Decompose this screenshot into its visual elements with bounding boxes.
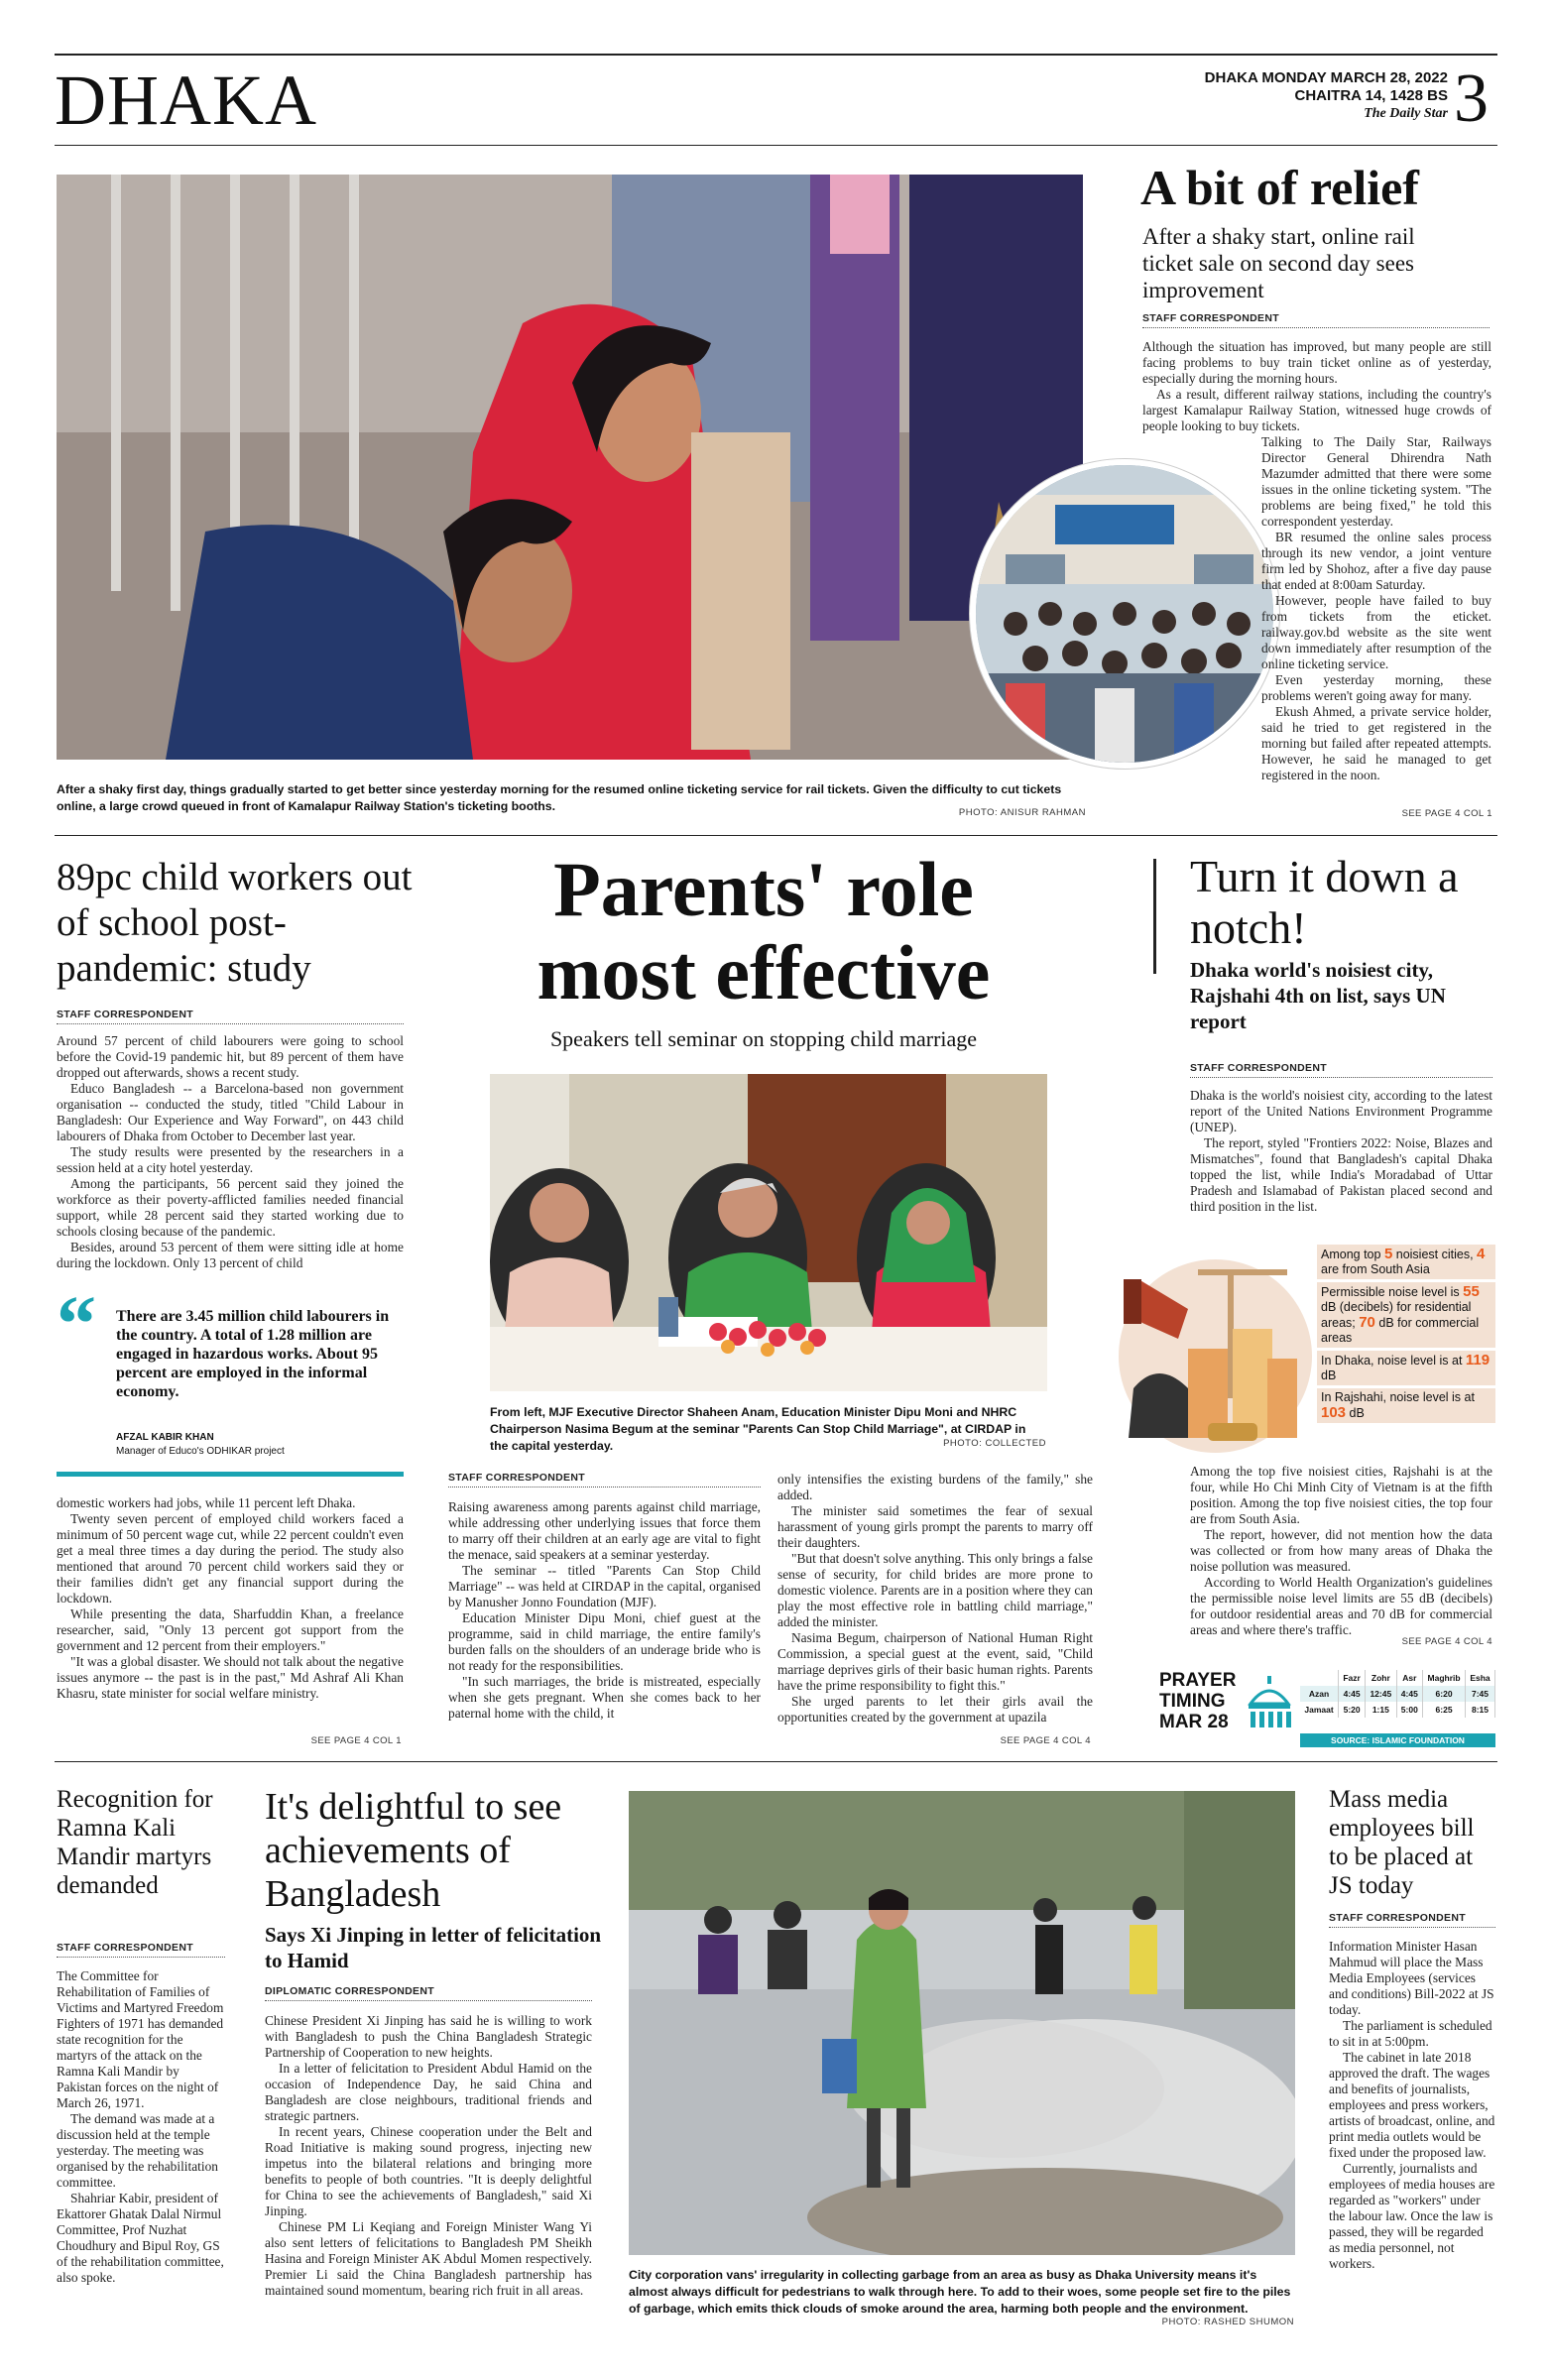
parents-see-page: SEE PAGE 4 COL 4 bbox=[1000, 1735, 1091, 1746]
fact-text: dB bbox=[1346, 1406, 1365, 1420]
prayer-cell: 12:45 bbox=[1366, 1686, 1396, 1702]
parents-subhead: Speakers tell seminar on stopping child marriage bbox=[549, 1026, 978, 1051]
prayer-cell: 1:15 bbox=[1366, 1702, 1396, 1718]
date-block bbox=[1140, 69, 1448, 123]
lead-see-page: SEE PAGE 4 COL 1 bbox=[1401, 808, 1492, 819]
prayer-title-line: TIMING bbox=[1159, 1691, 1226, 1712]
prayer-header-cell: Esha bbox=[1466, 1670, 1495, 1686]
fact-text: Permissible noise level is bbox=[1321, 1285, 1464, 1299]
fact-text: In Rajshahi, noise level is at bbox=[1321, 1390, 1475, 1404]
prayer-title-line: MAR 28 bbox=[1159, 1712, 1229, 1732]
lead-paragraph: As a result, different railway stations, including the country's largest Kamalapur Railway Station, witnessed huge crowds of people looking to buy tickets. bbox=[1142, 387, 1491, 433]
infographic-fact bbox=[1317, 1245, 1495, 1279]
lead-paragraph: Talking to The Daily Star, Railways Director General Dhirendra Nath Mazumder admitted that there were some issues in the online ticketing system. "The problems are being fixed," he told this correspondent yesterday. bbox=[1261, 434, 1491, 529]
media-byline: STAFF CORRESPONDENT bbox=[1329, 1912, 1495, 1928]
child-workers-see-page: SEE PAGE 4 COL 1 bbox=[310, 1735, 402, 1746]
parents-paragraph: "In such marriages, the bride is mistreated, especially when she gets pregnant. When she comes back to her paternal home with the child, it bbox=[448, 1674, 761, 1721]
fact-highlight: 5 bbox=[1383, 1246, 1393, 1262]
prayer-cell: Jamaat bbox=[1300, 1702, 1339, 1718]
child-workers-body-bottom bbox=[57, 1495, 404, 1702]
prayer-title bbox=[1159, 1670, 1236, 1732]
lead-paragraph: Although the situation has improved, but many people are still facing problems to buy train ticket online as of yesterday, especially during the morning hours. bbox=[1142, 339, 1491, 386]
parents-paragraph: She urged parents to let their girls avail the opportunities created by the government at upazila bbox=[777, 1694, 1093, 1725]
fact-text: dB (decibels) for residential areas; bbox=[1321, 1300, 1472, 1330]
lead-body-wrap bbox=[1261, 434, 1491, 783]
parents-headline bbox=[436, 848, 1091, 1014]
prayer-row bbox=[1300, 1686, 1495, 1702]
lead-paragraph: However, people have failed to buy from tickets from the eticket. railway.gov.bd website as the site went down immediately after resumption of the online ticketing service. bbox=[1261, 593, 1491, 671]
masthead-rule bbox=[55, 145, 1497, 146]
noise-paragraph: According to World Health Organization's guidelines the permissible noise level limits are 55 dB (decibels) for outdoor residential areas and 70 dB for commercial areas and where there's traffic. bbox=[1190, 1575, 1492, 1637]
section-rule-1 bbox=[55, 835, 1497, 836]
ramna-body bbox=[57, 1968, 225, 2286]
media-paragraph: The cabinet in late 2018 approved the draft. The wages and benefits of journalists, employees and press workers, artists of broadcast, online, and print media outlets would be fixed under the proposed law. bbox=[1329, 2050, 1495, 2160]
prayer-header-cell: Zohr bbox=[1366, 1670, 1396, 1686]
inset-crowd-photo bbox=[970, 459, 1279, 769]
prayer-header-cell: Fazr bbox=[1339, 1670, 1366, 1686]
xi-headline: It's delightful to see achievements of Bangladesh bbox=[265, 1786, 562, 1915]
garbage-caption: City corporation vans' irregularity in collecting garbage from an area as busy as Dhaka University means it's almost always difficult for pedestrians to walk through here. To add to their woes, some people set fire to the piles of garbage, which emits thick clouds of smoke around the area, harming both people and the environment. bbox=[629, 2268, 1291, 2316]
ramna-headline: Recognition for Ramna Kali Mandir martyrs demanded bbox=[57, 1786, 213, 1899]
parents-headline-line: Parents' role bbox=[553, 846, 974, 932]
parents-col1 bbox=[448, 1499, 761, 1722]
fact-text: dB bbox=[1321, 1368, 1337, 1382]
ramna-paragraph: The Committee for Rehabilitation of Families of Victims and Martyred Freedom Fighters of 1971 has demanded state recognition for the martyrs of the attack on the Ramna Kali Mandir by Pakistan forces on the night of March 26, 1971. bbox=[57, 1968, 224, 2110]
parents-headline-line: most effective bbox=[537, 929, 991, 1015]
media-paragraph: Information Minister Hasan Mahmud will place the Mass Media Employees (services and conditions) Bill-2022 at JS today. bbox=[1329, 1939, 1494, 2017]
fact-highlight: 4 bbox=[1477, 1246, 1486, 1262]
parents-paragraph: Education Minister Dipu Moni, chief guest at the programme, said in child marriage, the entire family's burden falls on the shoulders of an underage bride who is not ready for the responsibilities. bbox=[448, 1610, 761, 1673]
media-headline: Mass media employees bill to be placed at JS today bbox=[1329, 1786, 1475, 1899]
pull-quote bbox=[57, 1281, 404, 1465]
prayer-cell: 6:20 bbox=[1423, 1686, 1466, 1702]
prayer-source: SOURCE: ISLAMIC FOUNDATION bbox=[1300, 1733, 1495, 1747]
xi-paragraph: In a letter of felicitation to President Abdul Hamid on the occasion of Independence Day, he said China and Bangladesh are close neighbours, traditional friends and strategic partners. bbox=[265, 2061, 592, 2123]
parents-paragraph: The minister said sometimes the fear of sexual harassment of young girls prompt the parents to marry off their daughters. bbox=[777, 1503, 1093, 1550]
section-title: DHAKA bbox=[55, 60, 317, 140]
noise-paragraph: The report, however, did not mention how the data was collected or from how many areas of Dhaka the noise pollution was measured. bbox=[1190, 1527, 1492, 1574]
garbage-photo bbox=[629, 1791, 1295, 2255]
child-workers-paragraph: Among the participants, 56 percent said they joined the workforce as their poverty-afflicted families needed financial support, while 28 percent said they started working due to schools closing because of the pandemic. bbox=[57, 1176, 404, 1239]
crowd-illustration bbox=[976, 465, 1273, 763]
noise-see-page: SEE PAGE 4 COL 4 bbox=[1401, 1636, 1492, 1647]
noise-paragraph: Dhaka is the world's noisiest city, according to the latest report of the United Nations Environment Programme (UNEP). bbox=[1190, 1088, 1492, 1134]
child-workers-paragraph: Twenty seven percent of employed child workers faced a minimum of 50 percent wage cut, while 22 percent couldn't even get a meal three times a day during the period. The study also mentioned that around 70 percent child workers said they or their families didn't get any financial support during the lockdown. bbox=[57, 1511, 404, 1606]
lead-body bbox=[1142, 339, 1491, 434]
parents-byline: STAFF CORRESPONDENT bbox=[448, 1472, 761, 1488]
noise-body-bottom bbox=[1190, 1464, 1492, 1638]
noise-paragraph: The report, styled "Frontiers 2022: Noise, Blazes and Mismatches", found that Bangladesh's capital Dhaka topped the list, while India's Moradabad of Uttar Pradesh and Islamabad of Pakistan placed second and third position in the list. bbox=[1190, 1135, 1492, 1214]
fact-highlight: 103 bbox=[1321, 1404, 1347, 1421]
noise-body-top bbox=[1190, 1088, 1492, 1215]
child-workers-headline: 89pc child workers out of school post-pandemic: study bbox=[57, 856, 413, 990]
lead-subhead: After a shaky start, online rail ticket sale on second day sees improvement bbox=[1142, 224, 1415, 302]
prayer-header-cell bbox=[1300, 1670, 1339, 1686]
media-paragraph: The parliament is scheduled to sit in at 5:00pm. bbox=[1329, 2018, 1492, 2049]
lead-byline: STAFF CORRESPONDENT bbox=[1142, 312, 1490, 328]
lead-paragraph: Ekush Ahmed, a private service holder, said he tried to get registered in the morning but failed after repeated attempts. However, he said he managed to get registered in the noon. bbox=[1261, 704, 1491, 782]
lead-paragraph: BR resumed the online sales process through its new vendor, a joint venture firm led by Shohoz, after a five day pause that ended at 8:00am Saturday. bbox=[1261, 530, 1491, 592]
xi-paragraph: Chinese PM Li Keqiang and Foreign Minister Wang Yi also sent letters of felicitations to Bangladesh PM Sheikh Hasina and Foreign Minister AK Abdul Momen respectively. Premier Li said the China Bangladesh partnership has maintained sound momentum, bearing rich fruit in all areas. bbox=[265, 2219, 592, 2298]
fact-highlight: 119 bbox=[1465, 1352, 1490, 1368]
prayer-cell: 4:45 bbox=[1396, 1686, 1423, 1702]
media-paragraph: Currently, journalists and employees of media houses are regarded as "workers" under the labour law. Once the law is passed, they will be regarded as media personnel, not workers. bbox=[1329, 2161, 1495, 2271]
garbage-credit: PHOTO: RASHED SHUMON bbox=[1161, 2317, 1294, 2327]
lead-headline: A bit of relief bbox=[1140, 160, 1419, 215]
lead-photo-caption: After a shaky first day, things gradually started to get better since yesterday morning for the resumed online ticketing service for rail tickets. Given the difficulty to cut tickets online, a large crowd queued in front of Kamalapur Railway Station's ticketing booths. bbox=[57, 782, 1062, 813]
parents-paragraph: only intensifies the existing burdens of the family," she added. bbox=[777, 1472, 1093, 1502]
xi-paragraph: Chinese President Xi Jinping has said he is willing to work with Bangladesh to push the China Bangladesh Strategic Partnership of Cooperation to new heights. bbox=[265, 2013, 592, 2060]
fact-text: Among top bbox=[1321, 1248, 1384, 1261]
prayer-cell: 8:15 bbox=[1466, 1702, 1495, 1718]
seminar-credit: PHOTO: COLLECTED bbox=[943, 1438, 1046, 1449]
infographic-facts bbox=[1317, 1245, 1495, 1423]
xi-body bbox=[265, 2013, 592, 2299]
parents-paragraph: Nasima Begum, chairperson of National Human Right Commission, a special guest at the event, said, "Child marriage deprives girls of their basic human rights. Parents have the prime responsibility to fight this." bbox=[777, 1630, 1093, 1693]
seminar-caption: From left, MJF Executive Director Shaheen Anam, Education Minister Dipu Moni and NHRC Chairperson Nasima Begum at the seminar "Parents Can Stop Child Marriage", at CIRDAP in the capital yesterday. bbox=[490, 1405, 1026, 1453]
seminar-illustration bbox=[490, 1074, 1047, 1391]
noise-paragraph: Among the top five noisiest cities, Rajshahi is at the four, while Ho Chi Minh City of Vietnam is at the fifth position. Among the top five noisiest cities, the top four are from South Asia. bbox=[1190, 1464, 1492, 1526]
xi-byline: DIPLOMATIC CORRESPONDENT bbox=[265, 1985, 592, 2001]
noise-byline: STAFF CORRESPONDENT bbox=[1190, 1062, 1492, 1078]
city-noise-icon bbox=[1119, 1240, 1317, 1458]
infographic-fact bbox=[1317, 1282, 1495, 1348]
parents-paragraph: The seminar -- titled "Parents Can Stop Child Marriage" -- was held at CIRDAP in the capital, organised by Manusher Jonno Foundation (MJF). bbox=[448, 1563, 761, 1609]
ramna-paragraph: The demand was made at a discussion held at the temple yesterday. The meeting was organised by the rehabilitation committee. bbox=[57, 2111, 219, 2190]
fact-text: In Dhaka, noise level is at bbox=[1321, 1354, 1466, 1368]
bangla-date-line: CHAITRA 14, 1428 BS bbox=[1294, 87, 1448, 104]
section-rule-2 bbox=[55, 1761, 1497, 1762]
prayer-cell: 5:20 bbox=[1339, 1702, 1366, 1718]
prayer-title-line: PRAYER bbox=[1159, 1670, 1237, 1691]
ramna-paragraph: Shahriar Kabir, president of Ekattorer Ghatak Dalal Nirmul Committee, Prof Nuzhat Choudhury and Bipul Roy, GS of the rehabilitation committee, also spoke. bbox=[57, 2191, 224, 2285]
child-workers-paragraph: While presenting the data, Sharfuddin Khan, a freelance researcher, said, "Only 13 percent got support from the government and 12 percent from their employers." bbox=[57, 1606, 404, 1653]
teal-divider bbox=[57, 1472, 404, 1477]
xi-paragraph: In recent years, Chinese cooperation under the Belt and Road Initiative is making sound progress, injecting new impetus into the bilateral relations and bringing more benefits to people of both countries. "It is deeply delightful for China to see the achievements of Bangladesh," said Xi Jinping. bbox=[265, 2124, 592, 2218]
quote-mark-icon: “ bbox=[57, 1281, 96, 1368]
child-workers-paragraph: domestic workers had jobs, while 11 percent left Dhaka. bbox=[57, 1495, 356, 1510]
prayer-cell: 6:25 bbox=[1423, 1702, 1466, 1718]
pull-quote-name: AFZAL KABIR KHAN bbox=[116, 1432, 214, 1443]
child-workers-byline: STAFF CORRESPONDENT bbox=[57, 1009, 404, 1024]
noise-subhead: Dhaka world's noisiest city, Rajshahi 4th on list, says UN report bbox=[1190, 958, 1446, 1033]
fact-highlight: 70 bbox=[1359, 1314, 1375, 1331]
prayer-header-cell: Maghrib bbox=[1423, 1670, 1466, 1686]
prayer-cell: 5:00 bbox=[1396, 1702, 1423, 1718]
lead-paragraph: Even yesterday morning, these problems weren't going away for many. bbox=[1261, 672, 1491, 703]
fact-text: are from South Asia bbox=[1321, 1262, 1430, 1276]
media-body bbox=[1329, 1939, 1495, 2272]
prayer-table bbox=[1300, 1670, 1495, 1718]
child-workers-paragraph: The study results were presented by the researchers in a session held at a city hotel yesterday. bbox=[57, 1144, 404, 1175]
page-number: 3 bbox=[1454, 60, 1489, 137]
infographic-fact bbox=[1317, 1388, 1495, 1423]
lead-photo-illustration bbox=[57, 175, 1083, 760]
fact-text: noisiest cities, bbox=[1392, 1248, 1478, 1261]
xi-subhead: Says Xi Jinping in letter of felicitation to Hamid bbox=[265, 1923, 602, 1972]
noise-accent-bar bbox=[1153, 859, 1156, 974]
noise-infographic bbox=[1119, 1240, 1495, 1458]
child-workers-body-top bbox=[57, 1033, 404, 1271]
seminar-photo bbox=[490, 1074, 1047, 1391]
parents-paragraph: Raising awareness among parents against child marriage, while addressing other underlying issues that force them to marry off their children at an early age are vital to fight the menace, said speakers at a seminar yesterday. bbox=[448, 1499, 761, 1562]
mosque-icon bbox=[1243, 1674, 1296, 1729]
prayer-timing-box bbox=[1153, 1668, 1495, 1751]
infographic-fact bbox=[1317, 1351, 1495, 1385]
date-line: DHAKA MONDAY MARCH 28, 2022 bbox=[1204, 69, 1448, 86]
lead-photo-credit: PHOTO: ANISUR RAHMAN bbox=[958, 807, 1086, 818]
child-workers-paragraph: Educo Bangladesh -- a Barcelona-based non government organisation -- conducted the study, titled "Child Labour in Bangladesh: Our Experience and Way Forward", on 443 child labourers of Dhaka from October to December last year. bbox=[57, 1081, 404, 1143]
fact-highlight: 55 bbox=[1463, 1283, 1480, 1300]
fact-text: dB for commercial areas bbox=[1321, 1316, 1480, 1345]
top-rule bbox=[55, 54, 1497, 56]
prayer-header-row bbox=[1300, 1670, 1495, 1686]
paper-name: The Daily Star bbox=[1364, 106, 1448, 121]
prayer-cell: Azan bbox=[1300, 1686, 1339, 1702]
prayer-cell: 7:45 bbox=[1466, 1686, 1495, 1702]
child-workers-paragraph: "It was a global disaster. We should not talk about the negative issues anymore -- the past is in the past," Md Ashraf Ali Khan Khasru, state minister for social welfare ministry. bbox=[57, 1654, 404, 1701]
lead-photo bbox=[57, 175, 1083, 760]
prayer-cell: 4:45 bbox=[1339, 1686, 1366, 1702]
prayer-row bbox=[1300, 1702, 1495, 1718]
pull-quote-text: There are 3.45 million child labourers in the country. A total of 1.28 million are engaged in hazardous works. About 95 percent are employed in the informal economy. bbox=[116, 1308, 390, 1400]
child-workers-paragraph: Besides, around 53 percent of them were sitting idle at home during the lockdown. Only 13 percent of child bbox=[57, 1240, 404, 1270]
garbage-illustration bbox=[629, 1791, 1295, 2255]
noise-headline: Turn it down a notch! bbox=[1190, 851, 1459, 953]
child-workers-paragraph: Around 57 percent of child labourers were going to school before the Covid-19 pandemic hit, but 89 percent of them have dropped out afterwards, shows a recent study. bbox=[57, 1033, 404, 1080]
prayer-header-cell: Asr bbox=[1396, 1670, 1423, 1686]
parents-col2 bbox=[777, 1472, 1093, 1726]
pull-quote-title: Manager of Educo's ODHIKAR project bbox=[116, 1446, 285, 1457]
parents-paragraph: "But that doesn't solve anything. This only brings a false sense of security, for child brides are more prone to domestic violence. Parents are in a position where they can play the most effective role in battling child marriage," added the minister. bbox=[777, 1551, 1093, 1629]
ramna-byline: STAFF CORRESPONDENT bbox=[57, 1942, 225, 1958]
